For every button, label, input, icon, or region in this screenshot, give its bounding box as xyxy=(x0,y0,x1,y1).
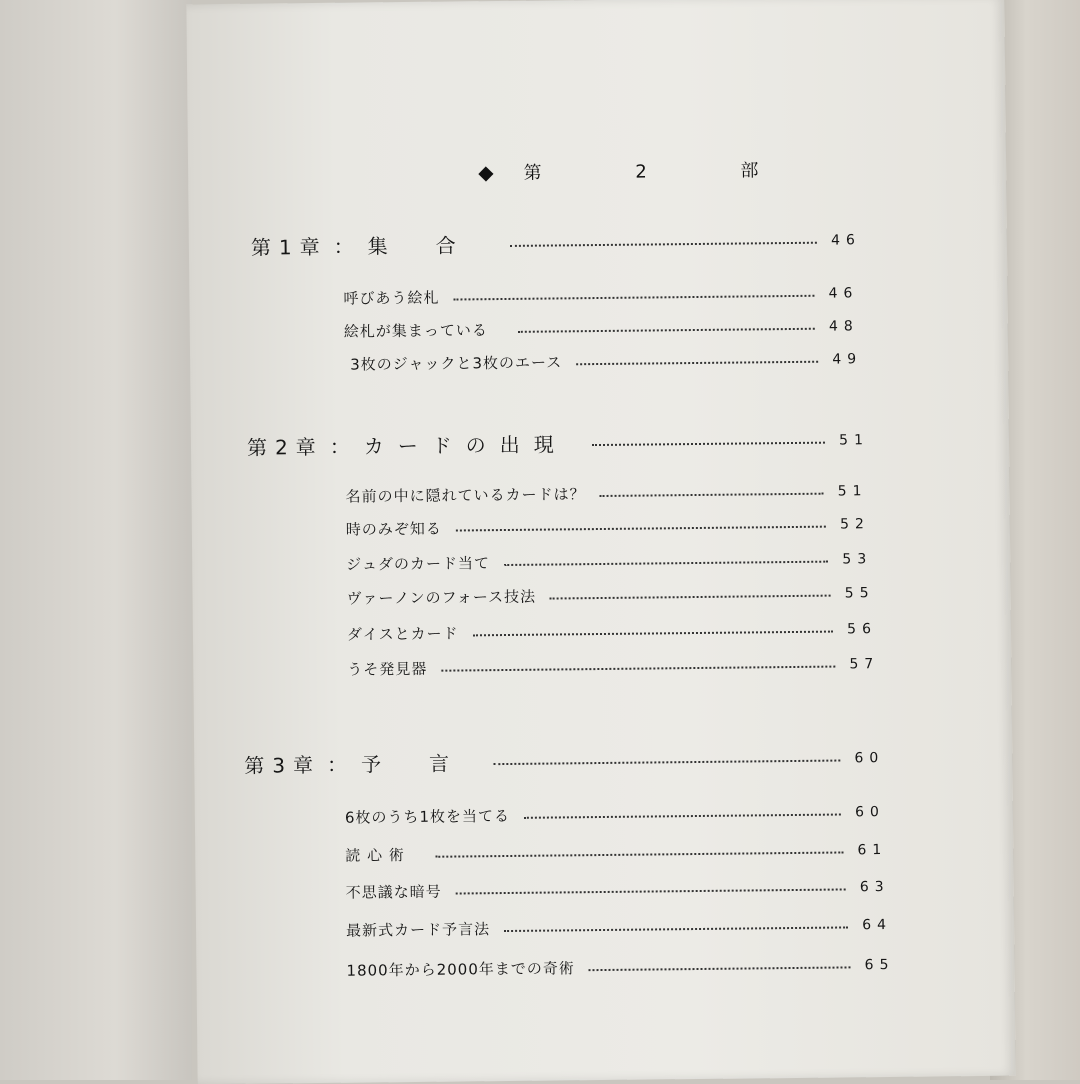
page-number: 63 xyxy=(859,878,890,895)
page-number: 60 xyxy=(854,803,885,820)
leader-dots xyxy=(510,241,817,246)
entry-title: ダイスとカード xyxy=(346,624,459,644)
diamond-icon: ◆ xyxy=(478,160,494,185)
leader-dots xyxy=(589,966,851,971)
chapter-label: 第3章 xyxy=(244,752,322,778)
leader-dots xyxy=(600,492,824,496)
toc-entry[interactable] xyxy=(346,513,870,539)
page-number: 65 xyxy=(864,956,895,973)
leader-dots xyxy=(592,441,825,445)
leader-dots xyxy=(504,926,848,932)
leader-dots xyxy=(456,888,846,894)
page-number: 52 xyxy=(839,515,870,532)
page-number: 46 xyxy=(830,231,861,249)
toc-entry[interactable] xyxy=(345,480,867,506)
page-number: 53 xyxy=(842,550,873,567)
leader-dots xyxy=(524,813,841,818)
page-number: 51 xyxy=(837,482,868,500)
toc-entry[interactable] xyxy=(347,653,879,680)
part-heading xyxy=(478,156,803,185)
page-number: 49 xyxy=(832,350,863,368)
page-number: 51 xyxy=(839,431,870,449)
chapter-title: ：カードの出現 xyxy=(329,432,568,459)
page-number: 56 xyxy=(847,620,878,637)
toc-entry[interactable] xyxy=(343,282,858,308)
page-number: 57 xyxy=(849,655,880,672)
leader-dots xyxy=(435,851,844,857)
leader-dots xyxy=(550,594,831,599)
page-number: 61 xyxy=(857,841,888,858)
entry-title: 名前の中に隠れているカードは？ xyxy=(345,485,586,506)
chapter-label: 第2章 xyxy=(246,434,324,460)
entry-title: 3枚のジャックと3枚のエース xyxy=(350,353,563,374)
part-title: 第 2 部 xyxy=(523,159,803,184)
chapter-label: 第1章 xyxy=(250,234,328,260)
entry-title: うそ発見器 xyxy=(347,659,428,679)
leader-dots xyxy=(453,294,814,300)
toc-entry[interactable] xyxy=(346,954,894,981)
chapter-row[interactable] xyxy=(247,425,869,461)
entry-title: 絵札が集まっている xyxy=(343,321,488,341)
chapter-row[interactable] xyxy=(251,225,861,260)
toc-entry[interactable] xyxy=(346,914,892,941)
leader-dots xyxy=(518,327,815,332)
page-number: 48 xyxy=(828,317,859,335)
toc-entry[interactable] xyxy=(346,582,874,609)
toc-entry[interactable] xyxy=(345,839,887,866)
chapter-title: ：集 合 xyxy=(333,233,470,259)
left-page xyxy=(0,0,192,1080)
entry-title: ジュダのカード当て xyxy=(346,554,491,574)
leader-dots xyxy=(504,560,828,565)
toc-entry[interactable] xyxy=(350,348,862,374)
chapter-row[interactable] xyxy=(244,743,884,779)
entry-title: ヴァーノンのフォース技法 xyxy=(346,587,537,608)
page-number: 60 xyxy=(854,749,885,766)
toc-page xyxy=(186,0,1015,1084)
entry-title: 不思議な暗号 xyxy=(345,882,442,902)
toc-entry[interactable] xyxy=(344,315,859,341)
leader-dots xyxy=(456,525,826,531)
toc-entry[interactable] xyxy=(346,876,890,903)
leader-dots xyxy=(493,759,840,765)
page-number: 55 xyxy=(844,584,875,601)
leader-dots xyxy=(576,360,818,365)
toc-entry[interactable] xyxy=(346,548,872,575)
page-number: 46 xyxy=(828,284,859,302)
toc-entry[interactable] xyxy=(345,801,885,828)
toc-entry[interactable] xyxy=(347,618,877,645)
entry-title: 最新式カード予言法 xyxy=(345,920,491,940)
entry-title: 呼びあう絵札 xyxy=(343,288,440,308)
page-number: 64 xyxy=(862,916,893,933)
leader-dots xyxy=(441,665,835,671)
chapter-title: ：予 言 xyxy=(326,751,464,777)
entry-title: 読 心 術 xyxy=(345,846,405,865)
entry-title: 1800年から2000年までの奇術 xyxy=(346,959,575,980)
entry-title: 時のみぞ知る xyxy=(345,519,442,539)
entry-title: 6枚のうち1枚を当てる xyxy=(344,806,511,827)
leader-dots xyxy=(473,630,834,636)
